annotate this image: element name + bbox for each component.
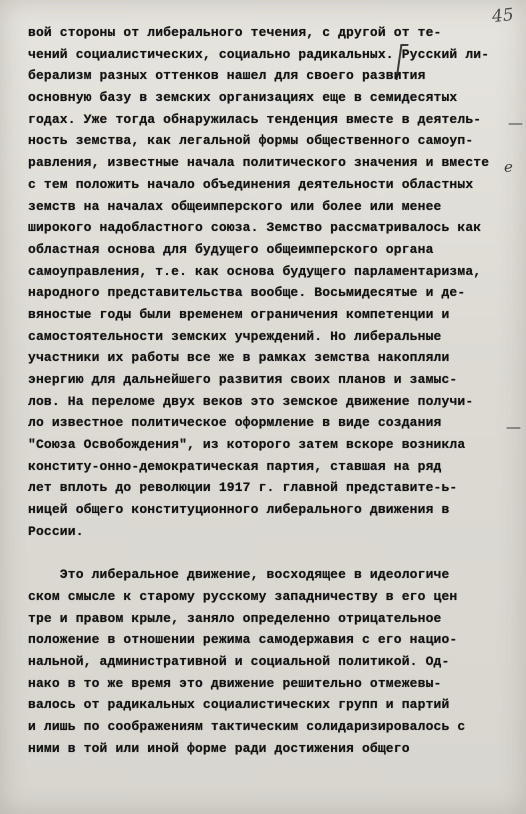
text-line: самоуправления, т.е. как основа будущего парламентаризма, <box>28 263 482 279</box>
text-line: народного представительства вообще. Восьмидесятые и де- <box>28 285 466 301</box>
text-line: вяностые годы были временем ограничения компетенции и <box>28 306 450 322</box>
text-line: положение в отношении режима самодержавия с его нацио- <box>28 632 458 648</box>
text-line: областная основа для будущего общеимперского органа <box>28 241 434 257</box>
text-line: конститу-онно-демократическая партия, ставшая на ряд <box>28 458 442 474</box>
body-text <box>28 22 504 759</box>
text-line: ницей общего конституционного либерального движения в <box>28 502 450 518</box>
text-line: земств на началах общеимперского или более или менее <box>28 198 442 214</box>
text-line: равления, известные начала политического значения и вместе <box>28 155 490 171</box>
text-line: берализм разных оттенков нашел для своего развития <box>28 68 426 84</box>
text-line: вой стороны от либерального течения, с другой от те- <box>28 25 442 40</box>
text-line: России. <box>28 523 84 539</box>
text-line: валось от радикальных социалистических групп и партий <box>28 697 450 713</box>
text-line: чений социалистических, социально радикальных. Русский ли- <box>28 46 490 62</box>
text-line: Это либеральное движение, восходящее в идеологиче <box>28 567 450 583</box>
text-line: "Союза Освобождения", из которого затем вскоре возникла <box>28 437 466 453</box>
text-line: лет вплоть до революции 1917 г. главной представите-ь- <box>28 480 458 496</box>
text-line: энергию для дальнейшего развития своих планов и замыс- <box>28 372 458 387</box>
text-line: и лишь по соображениям тактическим солидаризировалось с <box>28 719 466 734</box>
text-line: с тем положить начало объединения деятельности областных <box>28 176 474 192</box>
text-line: ними в той или иной форме ради достижения общего <box>28 740 410 756</box>
text-line: основную базу в земских организациях еще в семидесятых <box>28 90 458 106</box>
text-line: годах. Уже тогда обнаружилась тенденция вместе в деятель- <box>28 111 482 127</box>
paragraph-gap <box>28 543 504 565</box>
margin-mark-1: — <box>508 114 523 132</box>
margin-mark-3: — <box>506 418 521 436</box>
text-line: нальной, административной и социальной политикой. Од- <box>28 653 450 669</box>
text-line: широкого надобластного союза. Земство рассматривалось как <box>28 220 482 236</box>
text-line: ском смысле к старому русскому западничеству в его цен <box>28 588 458 604</box>
text-line: ло известное политическое оформление в виде создания <box>28 415 442 431</box>
margin-mark-2: е <box>504 158 513 176</box>
text-line: ность земства, как легальной формы общественного самоуп- <box>28 133 474 149</box>
text-line: лов. На переломе двух веков это земское движение получи- <box>28 393 474 409</box>
text-line: участники их работы все же в рамках земства накопляли <box>28 350 450 366</box>
page-number: 45 <box>491 4 515 28</box>
text-line: нако в то же время это движение решительно отмежевы- <box>28 675 442 691</box>
text-line: самостоятельности земских учреждений. Но либеральные <box>28 328 442 344</box>
text-line: тре и правом крыле, заняло определенно отрицательное <box>28 610 442 626</box>
